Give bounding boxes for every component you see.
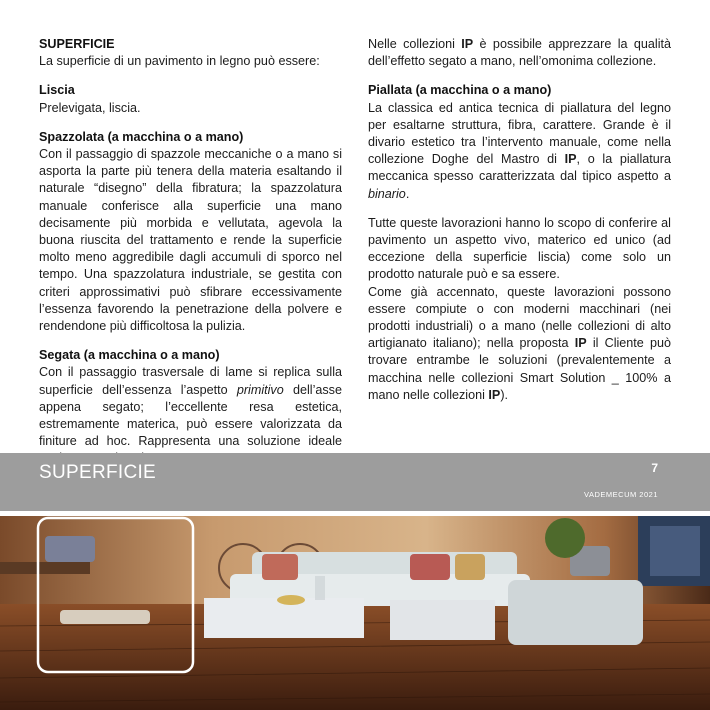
piallata-text: La classica ed antica tecnica di piallatura del legno per esaltarne struttura, fibra, carattere. Grande è il divario estetico tra l’intervento manuale, come nella collezione Doghe del Mastro di IP, o la piallatura meccanica spesso caratterizzata dal tipico aspetto a binario. <box>368 100 671 201</box>
spazzolata-heading: Spazzolata (a macchina o a mano) <box>39 129 244 144</box>
superficie-heading: SUPERFICIE <box>39 37 115 51</box>
segata-heading: Segata (a macchina o a mano) <box>39 348 220 363</box>
sofa-chaise <box>508 580 643 645</box>
page-number: 7 <box>651 461 658 475</box>
vase <box>315 576 325 600</box>
sofa-pillow-2 <box>410 554 450 580</box>
left-column <box>39 36 342 468</box>
sofa-pillow-3 <box>455 554 485 580</box>
living-room-photo <box>0 516 710 710</box>
segata-text: Con il passaggio trasversale di lame si replica sulla superficie dell’essenza l’aspetto primitivo dell’asse appena segato; l’eccellente resa estetica, estremamente materica, può essere valorizzata da finiture ad hoc. Rappresenta una soluzione ideale <box>39 365 342 449</box>
section-title: SUPERFICIE <box>39 462 157 483</box>
window-lights <box>650 526 700 576</box>
intro-text: La superficie di un pavimento in legno può essere: <box>39 54 320 69</box>
coffee-table-right <box>390 600 495 640</box>
floor-cushion <box>60 610 150 624</box>
piallata-heading: Piallata (a macchina o a mano) <box>368 83 552 98</box>
section-band <box>0 453 710 511</box>
fruit-bowl <box>277 595 305 605</box>
left-shelf <box>0 562 90 574</box>
ip-text: Nelle collezioni IP è possibile apprezzare la qualità dell’effetto segato a mano, nell’omonima collezione. <box>368 37 672 69</box>
liscia-heading: Liscia <box>39 83 75 98</box>
spazzolata-text: Con il passaggio di spazzole meccaniche o a mano si asporta la parte più tenera della materia esaltando il naturale “disegno” della fibratura; la spazzolatura manuale conferisce alla superficie una mano decisamente più morbida e vellutata, agevola la buona riuscita del trattamento e rende la superficie molto meno aggredibile dagli accumuli di sporco nel tempo. Una spazzolatura industriale, se gestita con criteri approssimativi può sfibrare eccessivamente l’essenza favorendo la penetrazione della polvere e rendendone più difficoltosa la pulizia. <box>39 147 342 334</box>
right-column <box>368 0 671 404</box>
liscia-text: Prelevigata, liscia. <box>39 100 141 115</box>
sofa-pillow-1 <box>262 554 298 580</box>
tutte-text: Tutte queste lavorazioni hanno lo scopo di conferire al pavimento un aspetto vivo, materico ed unico (ad eccezione della superficie liscia) come solo un prodotto naturale può e sa essere. <box>368 215 671 282</box>
publication-label: VADEMECUM 2021 <box>584 490 658 499</box>
come-text: Come già accennato, queste lavorazioni possono essere compiute o con moderni macchinari (nei prodotti industriali) o a mano (nelle collezioni di alto artigianato italiano); nella proposta IP il Cliente può trovare entrambe le soluzioni (prevalentemente a macchina nelle collezioni Smart Solution _ 100% a mano nelle collezioni IP). <box>368 284 671 402</box>
left-cushions <box>45 536 95 562</box>
plant <box>545 518 585 558</box>
